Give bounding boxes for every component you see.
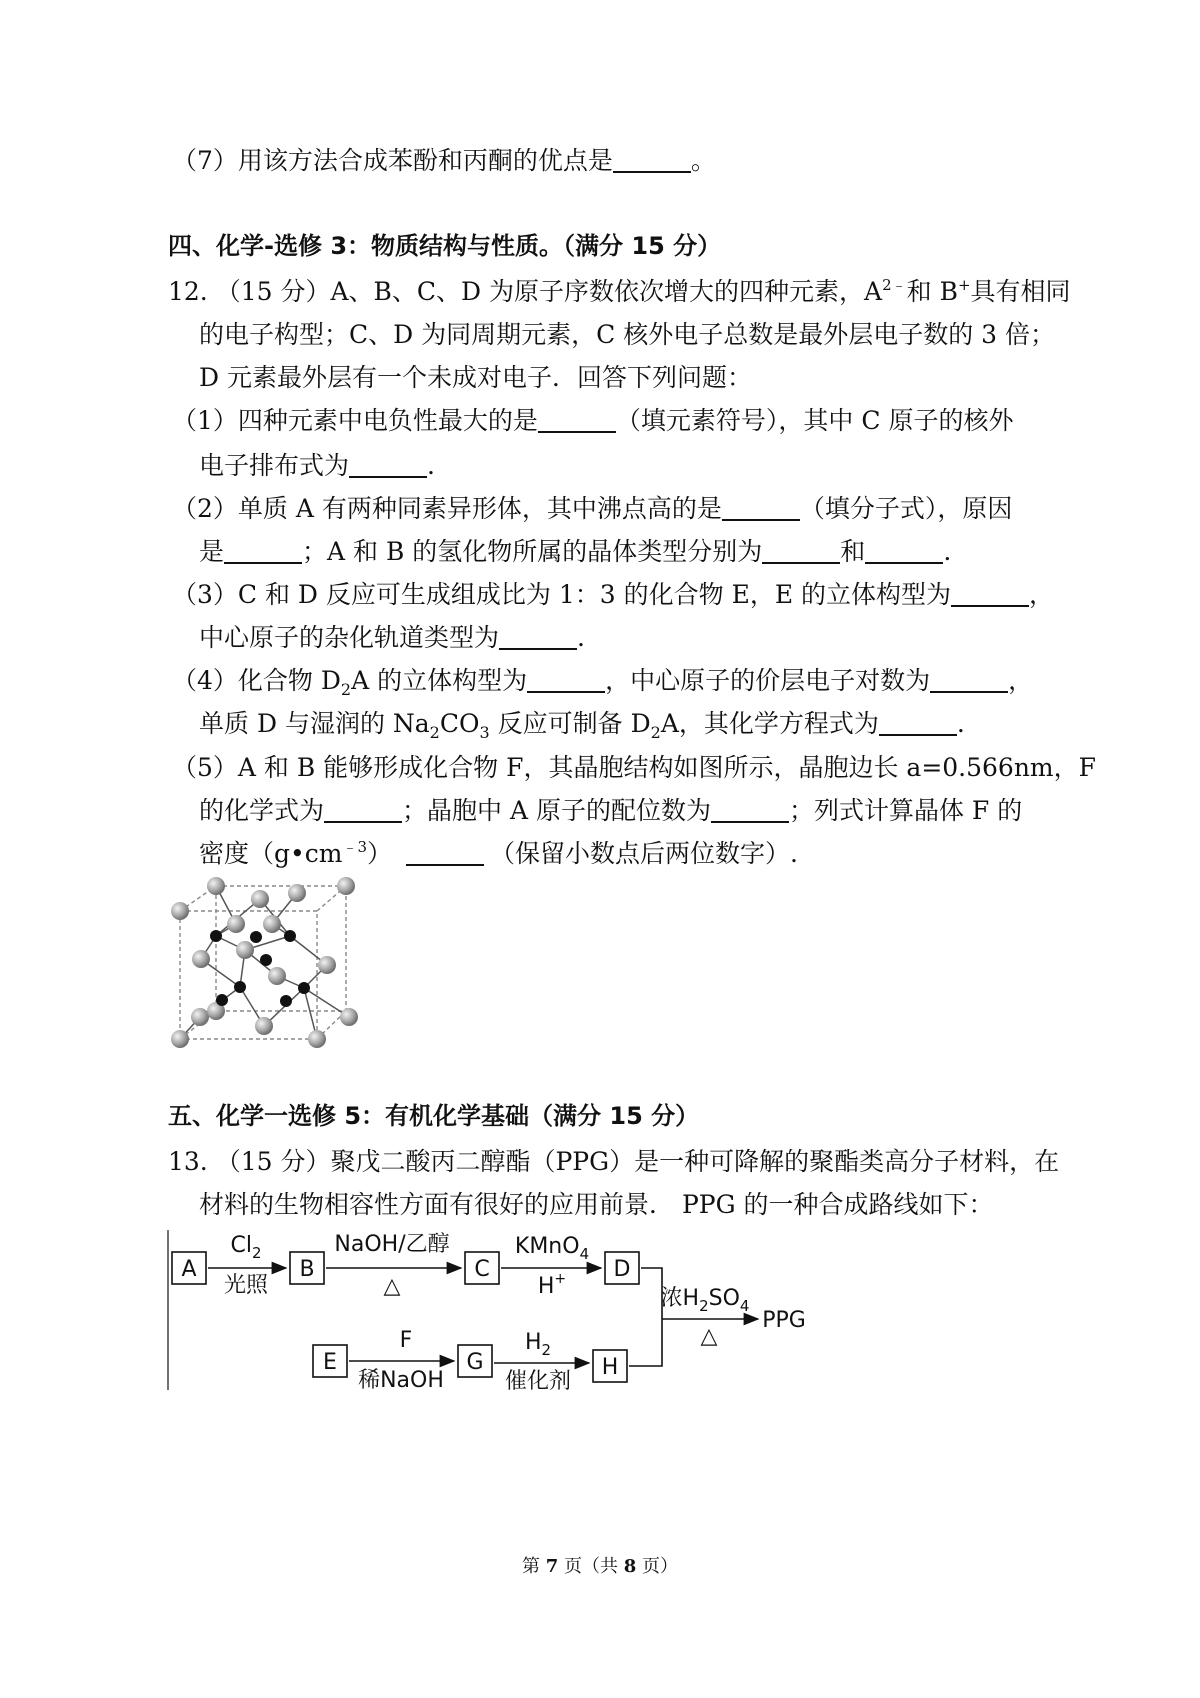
answer-blank [879, 710, 957, 736]
charge-superscript: + [957, 276, 971, 294]
total-pages: 8 [623, 1556, 637, 1577]
q12-intro-text-a: 12. （15 分）A、B、C、D 为原子序数依次增大的四种元素，A [168, 277, 883, 306]
subscript: 2 [429, 723, 440, 742]
question-12-intro-line-1 [168, 277, 1071, 307]
q12-p4-text-b: A 的立体构型为 [351, 666, 528, 695]
answer-blank [722, 495, 800, 521]
q12-p3-text-c: 中心原子的杂化轨道类型为 [199, 623, 500, 652]
q12-p4-text-e: 单质 D 与湿润的 Na [199, 709, 430, 738]
q12-part-2-line-1 [172, 494, 1012, 524]
answer-blank [224, 538, 302, 564]
q12-p4-text-d: ， [1008, 666, 1034, 695]
subscript: 2 [650, 723, 661, 742]
q12-p4-text: （4）化合物 D [172, 666, 341, 695]
q12-part-4-line-2 [199, 709, 965, 742]
q12-part-5-line-2 [199, 796, 1022, 826]
reagent-cl2: $Cl_2$ [230, 1233, 262, 1262]
q12-part-3-line-1 [172, 580, 1054, 610]
q12-p2-text: （2）单质 A 有两种同素异形体，其中沸点高的是 [172, 494, 722, 523]
q12-p1-text: （1）四种元素中电负性最大的是 [172, 406, 538, 435]
q12-p2-text-e: 和 [840, 537, 866, 566]
q11-p7-text: （7）用该方法合成苯酚和丙酮的优点是 [172, 146, 613, 175]
q12-p5-text-e: 密度（g•cm [199, 839, 343, 868]
condition-catalyst: 催化剂 [504, 1369, 572, 1394]
subscript: 3 [479, 723, 490, 742]
reagent-dilute-naoh: 稀NaOH [358, 1368, 444, 1393]
superscript: ﹣3 [342, 838, 368, 856]
q12-p4-text-h: A，其化学方程式为 [660, 709, 879, 738]
answer-blank [711, 797, 789, 823]
q11-p7-end: 。 [690, 146, 716, 175]
label-G: G [466, 1350, 484, 1375]
q12-part-5-line-1: （5）A 和 B 能够形成化合物 F，其晶胞结构如图所示，晶胞边长 a=0.566nm，F [172, 753, 1096, 782]
answer-blank [865, 538, 943, 564]
q12-p1-text-c: 电子排布式为 [199, 451, 350, 480]
footer-text: 页（共 [558, 1556, 624, 1577]
question-12-intro-line-2: 的电子构型；C、D 为同周期元素，C 核外电子总数是最外层电子数的 3 倍； [199, 320, 1055, 349]
q12-part-4-line-1 [172, 666, 1034, 699]
question-11-part-7 [172, 146, 716, 176]
q12-p4-text-g: 反应可制备 D [489, 709, 651, 738]
q12-p2-text-c: 是 [199, 537, 225, 566]
q12-p3-text-b: ， [1029, 580, 1055, 609]
answer-blank [613, 147, 691, 173]
reagent-naoh-ethanol: NaOH/乙醇 [334, 1232, 450, 1257]
question-13-intro-line-2: 材料的生物相容性方面有很好的应用前景． PPG 的一种合成路线如下： [199, 1190, 994, 1219]
charge-superscript: 2﹣ [882, 276, 907, 294]
answer-blank [406, 840, 484, 866]
reagent-h-plus: H+ [537, 1271, 567, 1299]
q12-p5-text-c: ；晶胞中 A 原子的配位数为 [402, 796, 711, 825]
q12-p5-text-g: （保留小数点后两位数字）. [490, 839, 798, 868]
q12-p5-text-d: ；列式计算晶体 F 的 [788, 796, 1023, 825]
reagent-kmno4: KMnO$_4$ [514, 1234, 590, 1263]
page-footer [0, 1552, 1200, 1578]
q12-p1-text-b: （填元素符号），其中 C 原子的核外 [615, 406, 1014, 435]
B-atoms-black [210, 930, 310, 1007]
question-13-intro-line-1: 13. （15 分）聚戊二酸丙二醇酯（PPG）是一种可降解的聚酯类高分子材料，在 [168, 1147, 1060, 1176]
q12-p4-text-f: CO [439, 709, 480, 738]
q12-part-1-line-2 [199, 451, 435, 481]
label-D: D [613, 1257, 631, 1282]
q12-part-2-line-2 [199, 537, 951, 567]
condition-heat-2: △ [700, 1324, 718, 1349]
footer-text: 第 [522, 1556, 546, 1577]
label-C: C [474, 1257, 490, 1282]
footer-text: 页） [636, 1556, 678, 1577]
answer-blank [349, 452, 427, 478]
condition-heat: △ [383, 1274, 401, 1299]
question-12-intro-line-3: D 元素最外层有一个未成对电子．回答下列问题： [199, 363, 752, 392]
q12-p4-text-i: . [956, 709, 965, 738]
answer-blank [527, 667, 605, 693]
answer-blank [538, 407, 616, 433]
q12-p5-text-b: 的化学式为 [199, 796, 325, 825]
label-E: E [323, 1350, 337, 1375]
answer-blank [324, 797, 402, 823]
answer-blank [499, 624, 577, 650]
answer-blank [951, 581, 1029, 607]
section-4-title: 四、化学-选修 3：物质结构与性质。（满分 15 分） [168, 232, 722, 260]
label-H: H [601, 1355, 619, 1380]
label-A: A [181, 1257, 197, 1282]
q12-p1-text-d: . [427, 451, 435, 480]
q12-part-5-line-3 [199, 839, 798, 869]
q12-p4-text-c: ，中心原子的价层电子对数为 [605, 666, 931, 695]
q12-part-1-line-1 [172, 406, 1013, 436]
subscript: 2 [340, 680, 352, 699]
answer-blank [930, 667, 1008, 693]
synthesis-route-scheme [160, 1225, 860, 1400]
q12-intro-text-c: 具有相同 [970, 277, 1071, 306]
section-5-title: 五、化学一选修 5：有机化学基础（满分 15 分） [168, 1102, 700, 1130]
answer-blank [762, 538, 840, 564]
label-B: B [299, 1257, 315, 1282]
reagent-conc-h2so4: 浓$H_2SO_4$ [660, 1286, 750, 1315]
crystal-unit-cell-figure [165, 875, 365, 1055]
page-number: 7 [545, 1556, 559, 1577]
reagent-F: F [399, 1328, 413, 1353]
q12-p2-text-f: . [943, 537, 952, 566]
q12-intro-text-b: 和 B [906, 277, 958, 306]
product-ppg: PPG [762, 1308, 806, 1333]
q12-p2-text-d: ；A 和 B 的氢化物所属的晶体类型分别为 [302, 537, 763, 566]
q12-part-3-line-2 [199, 623, 585, 653]
q12-p2-text-b: （填分子式），原因 [799, 494, 1013, 523]
reagent-h2: $H_2$ [524, 1330, 552, 1359]
condition-light: 光照 [223, 1273, 269, 1298]
q12-p5-text-f: ） [367, 839, 393, 868]
q12-p3-text-d: . [577, 623, 585, 652]
q12-p3-text: （3）C 和 D 反应可生成组成比为 1：3 的化合物 E，E 的立体构型为 [172, 580, 952, 609]
